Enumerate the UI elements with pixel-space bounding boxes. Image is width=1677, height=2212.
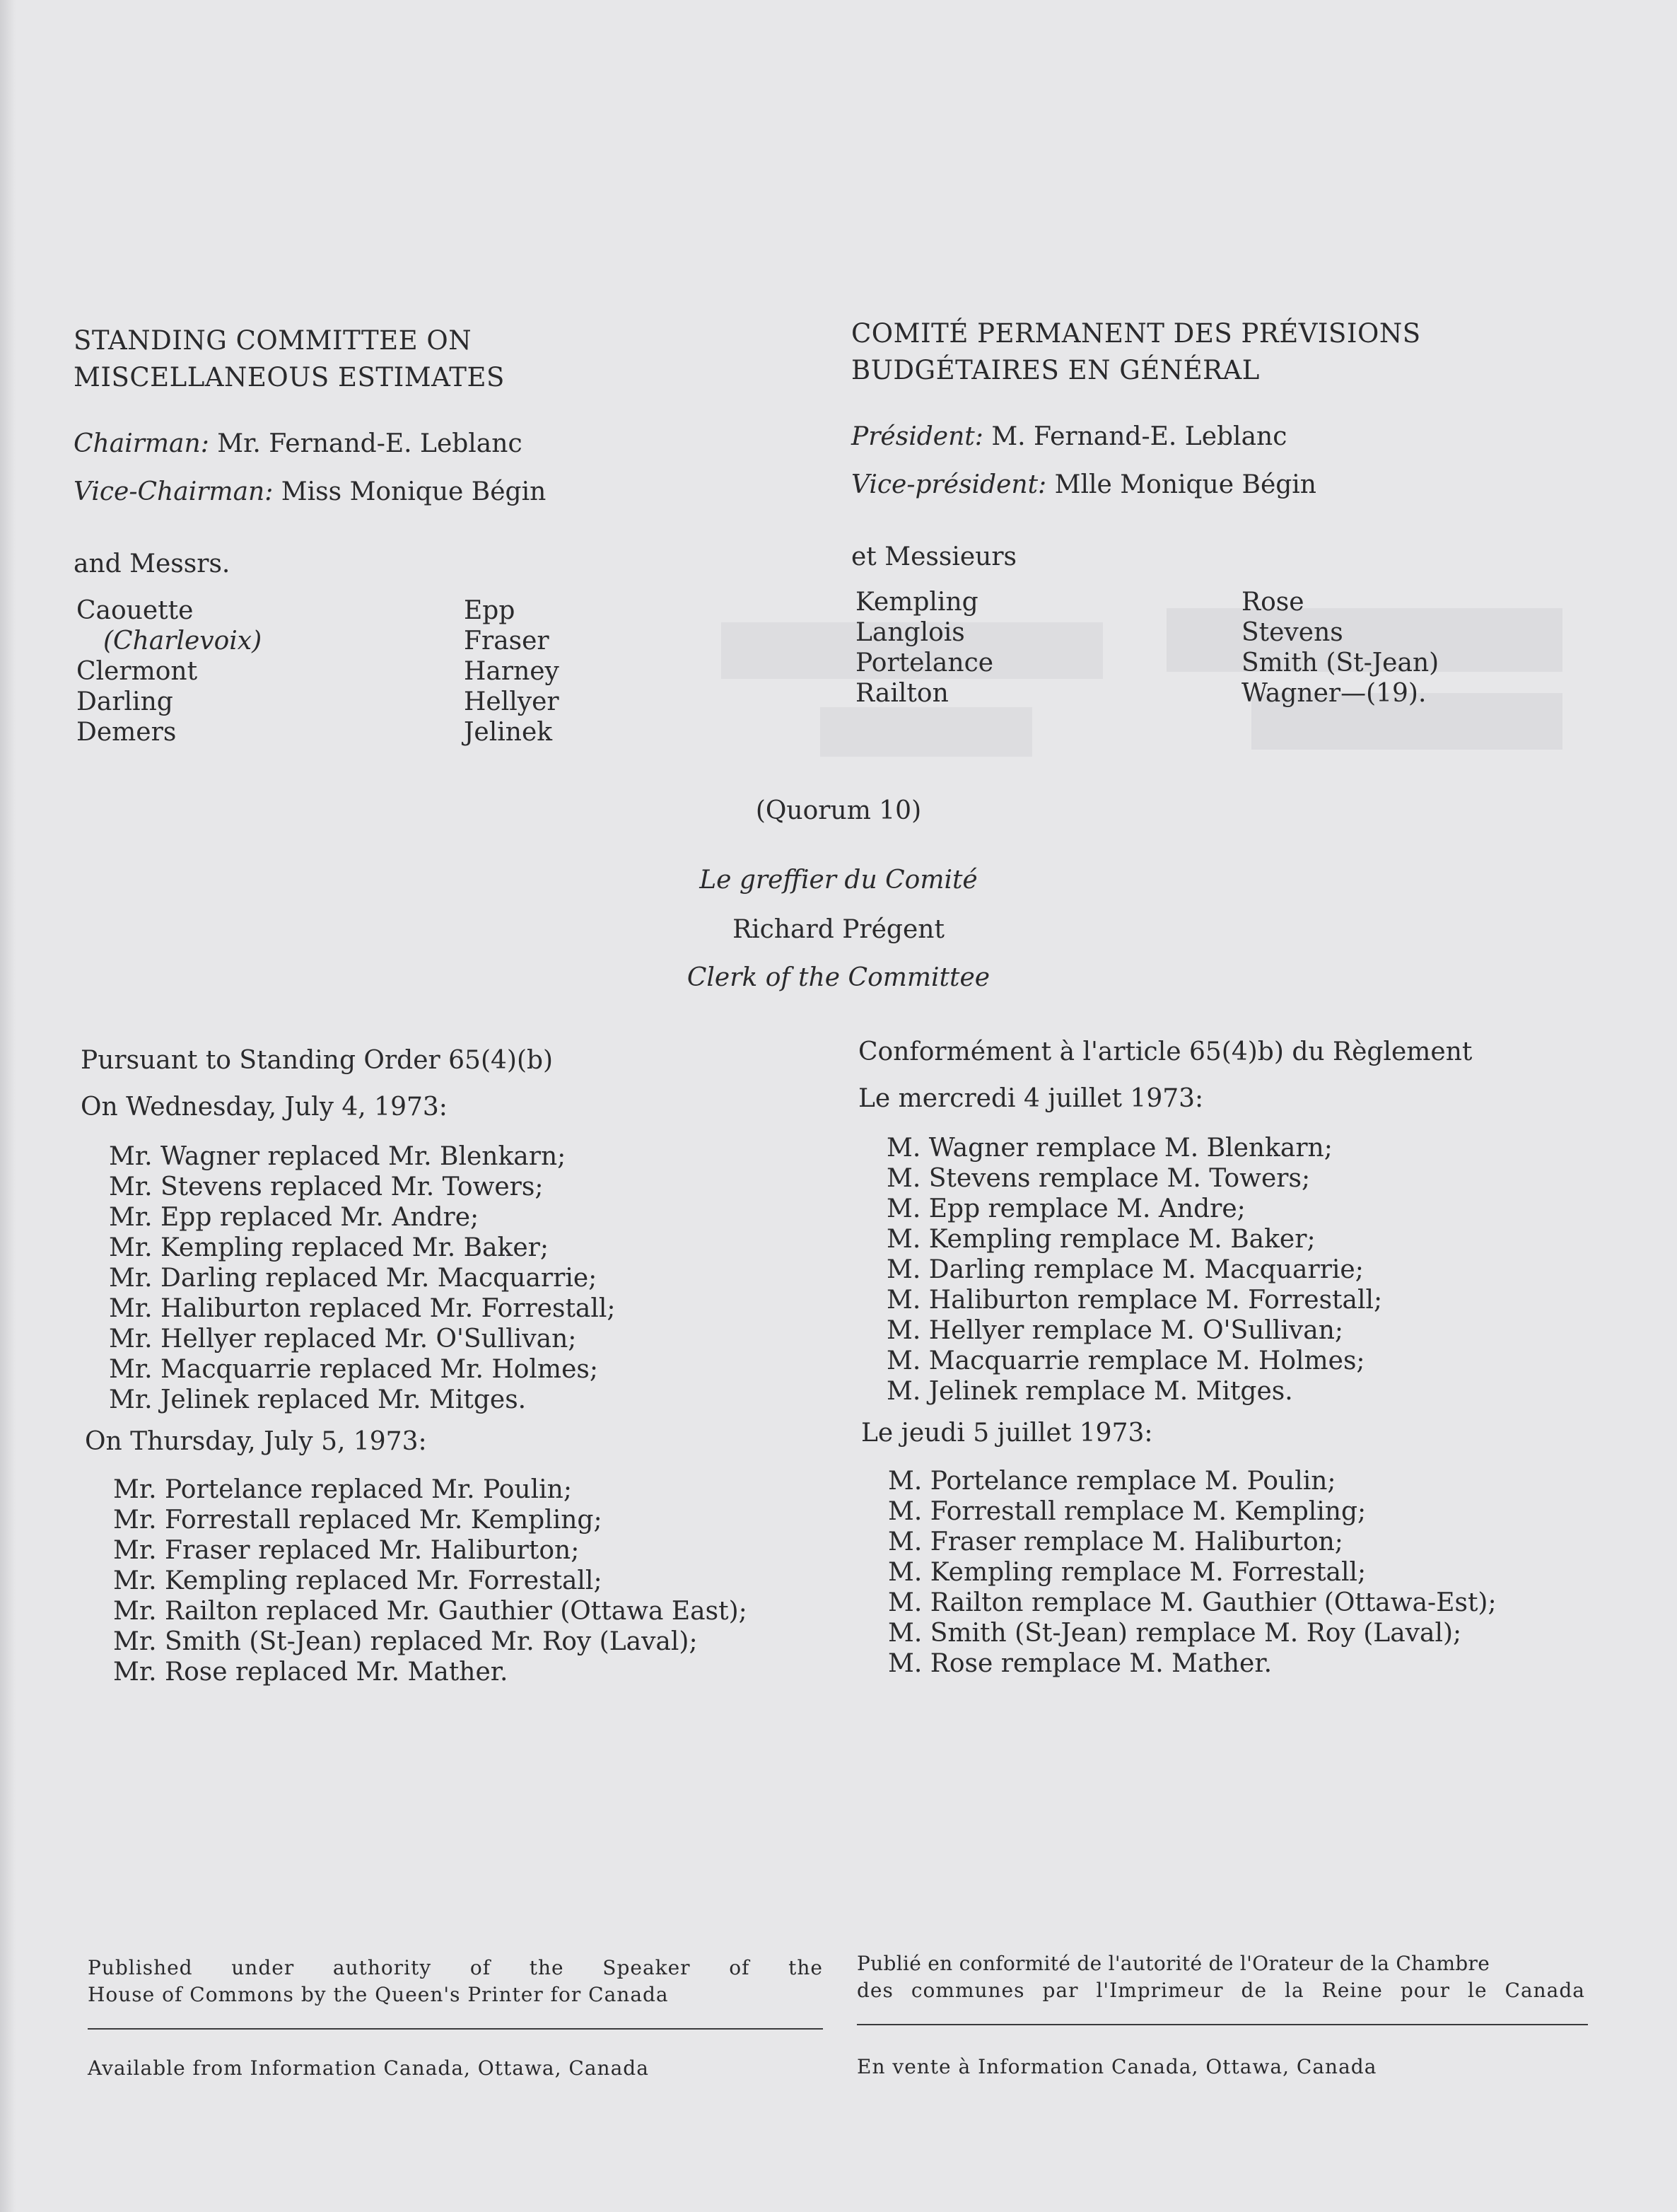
order-text-en (81, 1045, 844, 1687)
footer-line: Publié en conformité de l'autorité de l'Orateur de la Chambre (857, 1952, 1490, 1975)
replacement-item: Mr. Stevens replaced Mr. Towers; (109, 1172, 544, 1201)
president-label: Président: (851, 422, 983, 451)
replacement-list-2 (81, 1474, 844, 1687)
page-edge (0, 0, 16, 2212)
quorum-text: (Quorum 10) (755, 796, 922, 825)
replacement-item: Mr. Rose replaced Mr. Mather. (113, 1658, 508, 1687)
clerk-label-en: Clerk of the Committee (686, 963, 991, 992)
committee-heading-en (74, 322, 837, 396)
heading-line: STANDING COMMITTEE ON (74, 325, 472, 356)
member-name: Rose (1241, 588, 1304, 617)
messrs-label: and Messrs. (74, 549, 230, 578)
footer-line: Published under authority of the Speaker of the (88, 1956, 823, 1979)
members-list-en (74, 595, 837, 758)
replacement-item: Mr. Kempling replaced Mr. Forrestall; (113, 1566, 602, 1595)
date-heading: Le mercredi 4 juillet 1973: (858, 1084, 1204, 1113)
heading-line: MISCELLANEOUS ESTIMATES (74, 362, 505, 392)
member-name: Hellyer (464, 687, 559, 716)
replacement-item: M. Jelinek remplace M. Mitges. (887, 1377, 1293, 1406)
replacement-item: Mr. Epp replaced Mr. Andre; (109, 1203, 479, 1232)
vice-chairman-line (74, 477, 837, 508)
right-column (851, 315, 1629, 728)
replacement-item: Mr. Wagner replaced Mr. Blenkarn; (109, 1142, 566, 1171)
messieurs-label: et Messieurs (851, 542, 1017, 571)
footer-rule-left (88, 2028, 823, 2030)
replacement-list-1 (858, 1133, 1636, 1407)
vice-president-label: Vice-président: (851, 470, 1047, 499)
replacement-item: M. Macquarrie remplace M. Holmes; (887, 1346, 1365, 1375)
member-name: Epp (464, 596, 515, 625)
replacement-item: Mr. Railton replaced Mr. Gauthier (Ottawa East); (113, 1597, 747, 1626)
replacement-item: M. Kempling remplace M. Baker; (887, 1225, 1316, 1254)
footer-published-fr (857, 1950, 1585, 2004)
date-heading: On Wednesday, July 4, 1973: (81, 1093, 448, 1122)
replacement-item: Mr. Fraser replaced Mr. Haliburton; (113, 1536, 580, 1565)
member-name: Darling (76, 687, 173, 716)
replacement-item: M. Wagner remplace M. Blenkarn; (887, 1134, 1333, 1163)
members-col-1 (855, 587, 993, 709)
vice-chairman-name: Miss Monique Bégin (281, 477, 547, 506)
left-column (74, 322, 837, 758)
replacement-item: M. Railton remplace M. Gauthier (Ottawa-Est); (888, 1588, 1497, 1617)
date-heading: On Thursday, July 5, 1973: (85, 1427, 427, 1456)
order-text-fr (858, 1037, 1636, 1679)
replacement-item: M. Smith (St-Jean) remplace M. Roy (Laval); (888, 1619, 1462, 1648)
members-col-1 (76, 595, 262, 747)
replacement-item: M. Fraser remplace M. Haliburton; (888, 1527, 1343, 1556)
chairman-name: Mr. Fernand-E. Leblanc (217, 429, 522, 458)
replacement-item: Mr. Haliburton replaced Mr. Forrestall; (109, 1294, 616, 1323)
heading-line: COMITÉ PERMANENT DES PRÉVISIONS (851, 318, 1421, 349)
replacement-item: M. Stevens remplace M. Towers; (887, 1164, 1311, 1193)
replacement-item: Mr. Forrestall replaced Mr. Kempling; (113, 1506, 602, 1535)
replacement-list-1 (81, 1141, 844, 1415)
vice-president-line (851, 470, 1629, 501)
replacement-item: Mr. Macquarrie replaced Mr. Holmes; (109, 1355, 598, 1384)
replacement-list-2 (858, 1466, 1636, 1679)
replacement-item: M. Kempling remplace M. Forrestall; (888, 1558, 1367, 1587)
pursuant-text: Pursuant to Standing Order 65(4)(b) (81, 1046, 554, 1075)
member-name: Fraser (464, 627, 549, 656)
replacement-item: Mr. Jelinek replaced Mr. Mitges. (109, 1385, 527, 1414)
footer-available-en (88, 2055, 823, 2082)
footer-rule-right (857, 2024, 1588, 2025)
member-name: Demers (76, 718, 177, 747)
replacement-item: Mr. Smith (St-Jean) replaced Mr. Roy (Laval); (113, 1627, 698, 1656)
replacement-item: M. Forrestall remplace M. Kempling; (888, 1497, 1367, 1526)
members-col-2 (464, 595, 559, 747)
footer-line: Available from Information Canada, Ottawa, Canada (88, 2056, 649, 2080)
replacement-item: Mr. Portelance replaced Mr. Poulin; (113, 1475, 572, 1504)
replacement-item: M. Darling remplace M. Macquarrie; (887, 1255, 1364, 1284)
members-list-fr (851, 587, 1629, 728)
member-name: Wagner—(19). (1241, 679, 1427, 708)
member-name: Clermont (76, 657, 198, 686)
replacement-item: M. Portelance remplace M. Poulin; (888, 1467, 1336, 1496)
member-name: Langlois (855, 618, 965, 647)
vice-president-name: Mlle Monique Bégin (1054, 470, 1316, 499)
member-name: Harney (464, 657, 559, 686)
footer-line: des communes par l'Imprimeur de la Reine pour le Canada (857, 1979, 1585, 2002)
footer-available-fr (857, 2054, 1585, 2080)
member-name: Railton (855, 679, 949, 708)
president-name: M. Fernand-E. Leblanc (991, 422, 1287, 451)
member-name: Portelance (855, 648, 994, 677)
replacement-item: M. Epp remplace M. Andre; (887, 1194, 1246, 1223)
member-name: Jelinek (464, 718, 553, 747)
member-name: Smith (St-Jean) (1241, 648, 1439, 677)
clerk-name: Richard Prégent (732, 915, 945, 944)
president-line (851, 421, 1629, 453)
committee-heading-fr (851, 315, 1629, 389)
chairman-line (74, 429, 837, 460)
member-riding: (Charlevoix) (103, 627, 262, 656)
member-name: Caouette (76, 596, 194, 625)
replacement-item: M. Haliburton remplace M. Forrestall; (887, 1286, 1383, 1315)
footer-line: En vente à Information Canada, Ottawa, Canada (857, 2055, 1377, 2078)
replacement-item: M. Rose remplace M. Mather. (888, 1649, 1273, 1678)
date-heading: Le jeudi 5 juillet 1973: (861, 1419, 1153, 1448)
replacement-item: Mr. Kempling replaced Mr. Baker; (109, 1233, 549, 1262)
members-col-2 (1241, 587, 1439, 709)
member-name: Kempling (855, 588, 978, 617)
replacement-item: Mr. Hellyer replaced Mr. O'Sullivan; (109, 1325, 577, 1354)
pursuant-line (81, 1045, 844, 1076)
replacement-item: Mr. Darling replaced Mr. Macquarrie; (109, 1264, 597, 1293)
member-name: Stevens (1241, 618, 1343, 647)
heading-line: BUDGÉTAIRES EN GÉNÉRAL (851, 355, 1260, 385)
replacement-item: M. Hellyer remplace M. O'Sullivan; (887, 1316, 1344, 1345)
pursuant-text: Conformément à l'article 65(4)b) du Règlement (858, 1037, 1473, 1066)
vice-chairman-label: Vice-Chairman: (74, 477, 274, 506)
footer-line: House of Commons by the Queen's Printer for Canada (88, 1983, 669, 2006)
clerk-label-fr: Le greffier du Comité (699, 866, 978, 895)
footer-published-en (88, 1955, 823, 2008)
chairman-label: Chairman: (74, 429, 209, 458)
